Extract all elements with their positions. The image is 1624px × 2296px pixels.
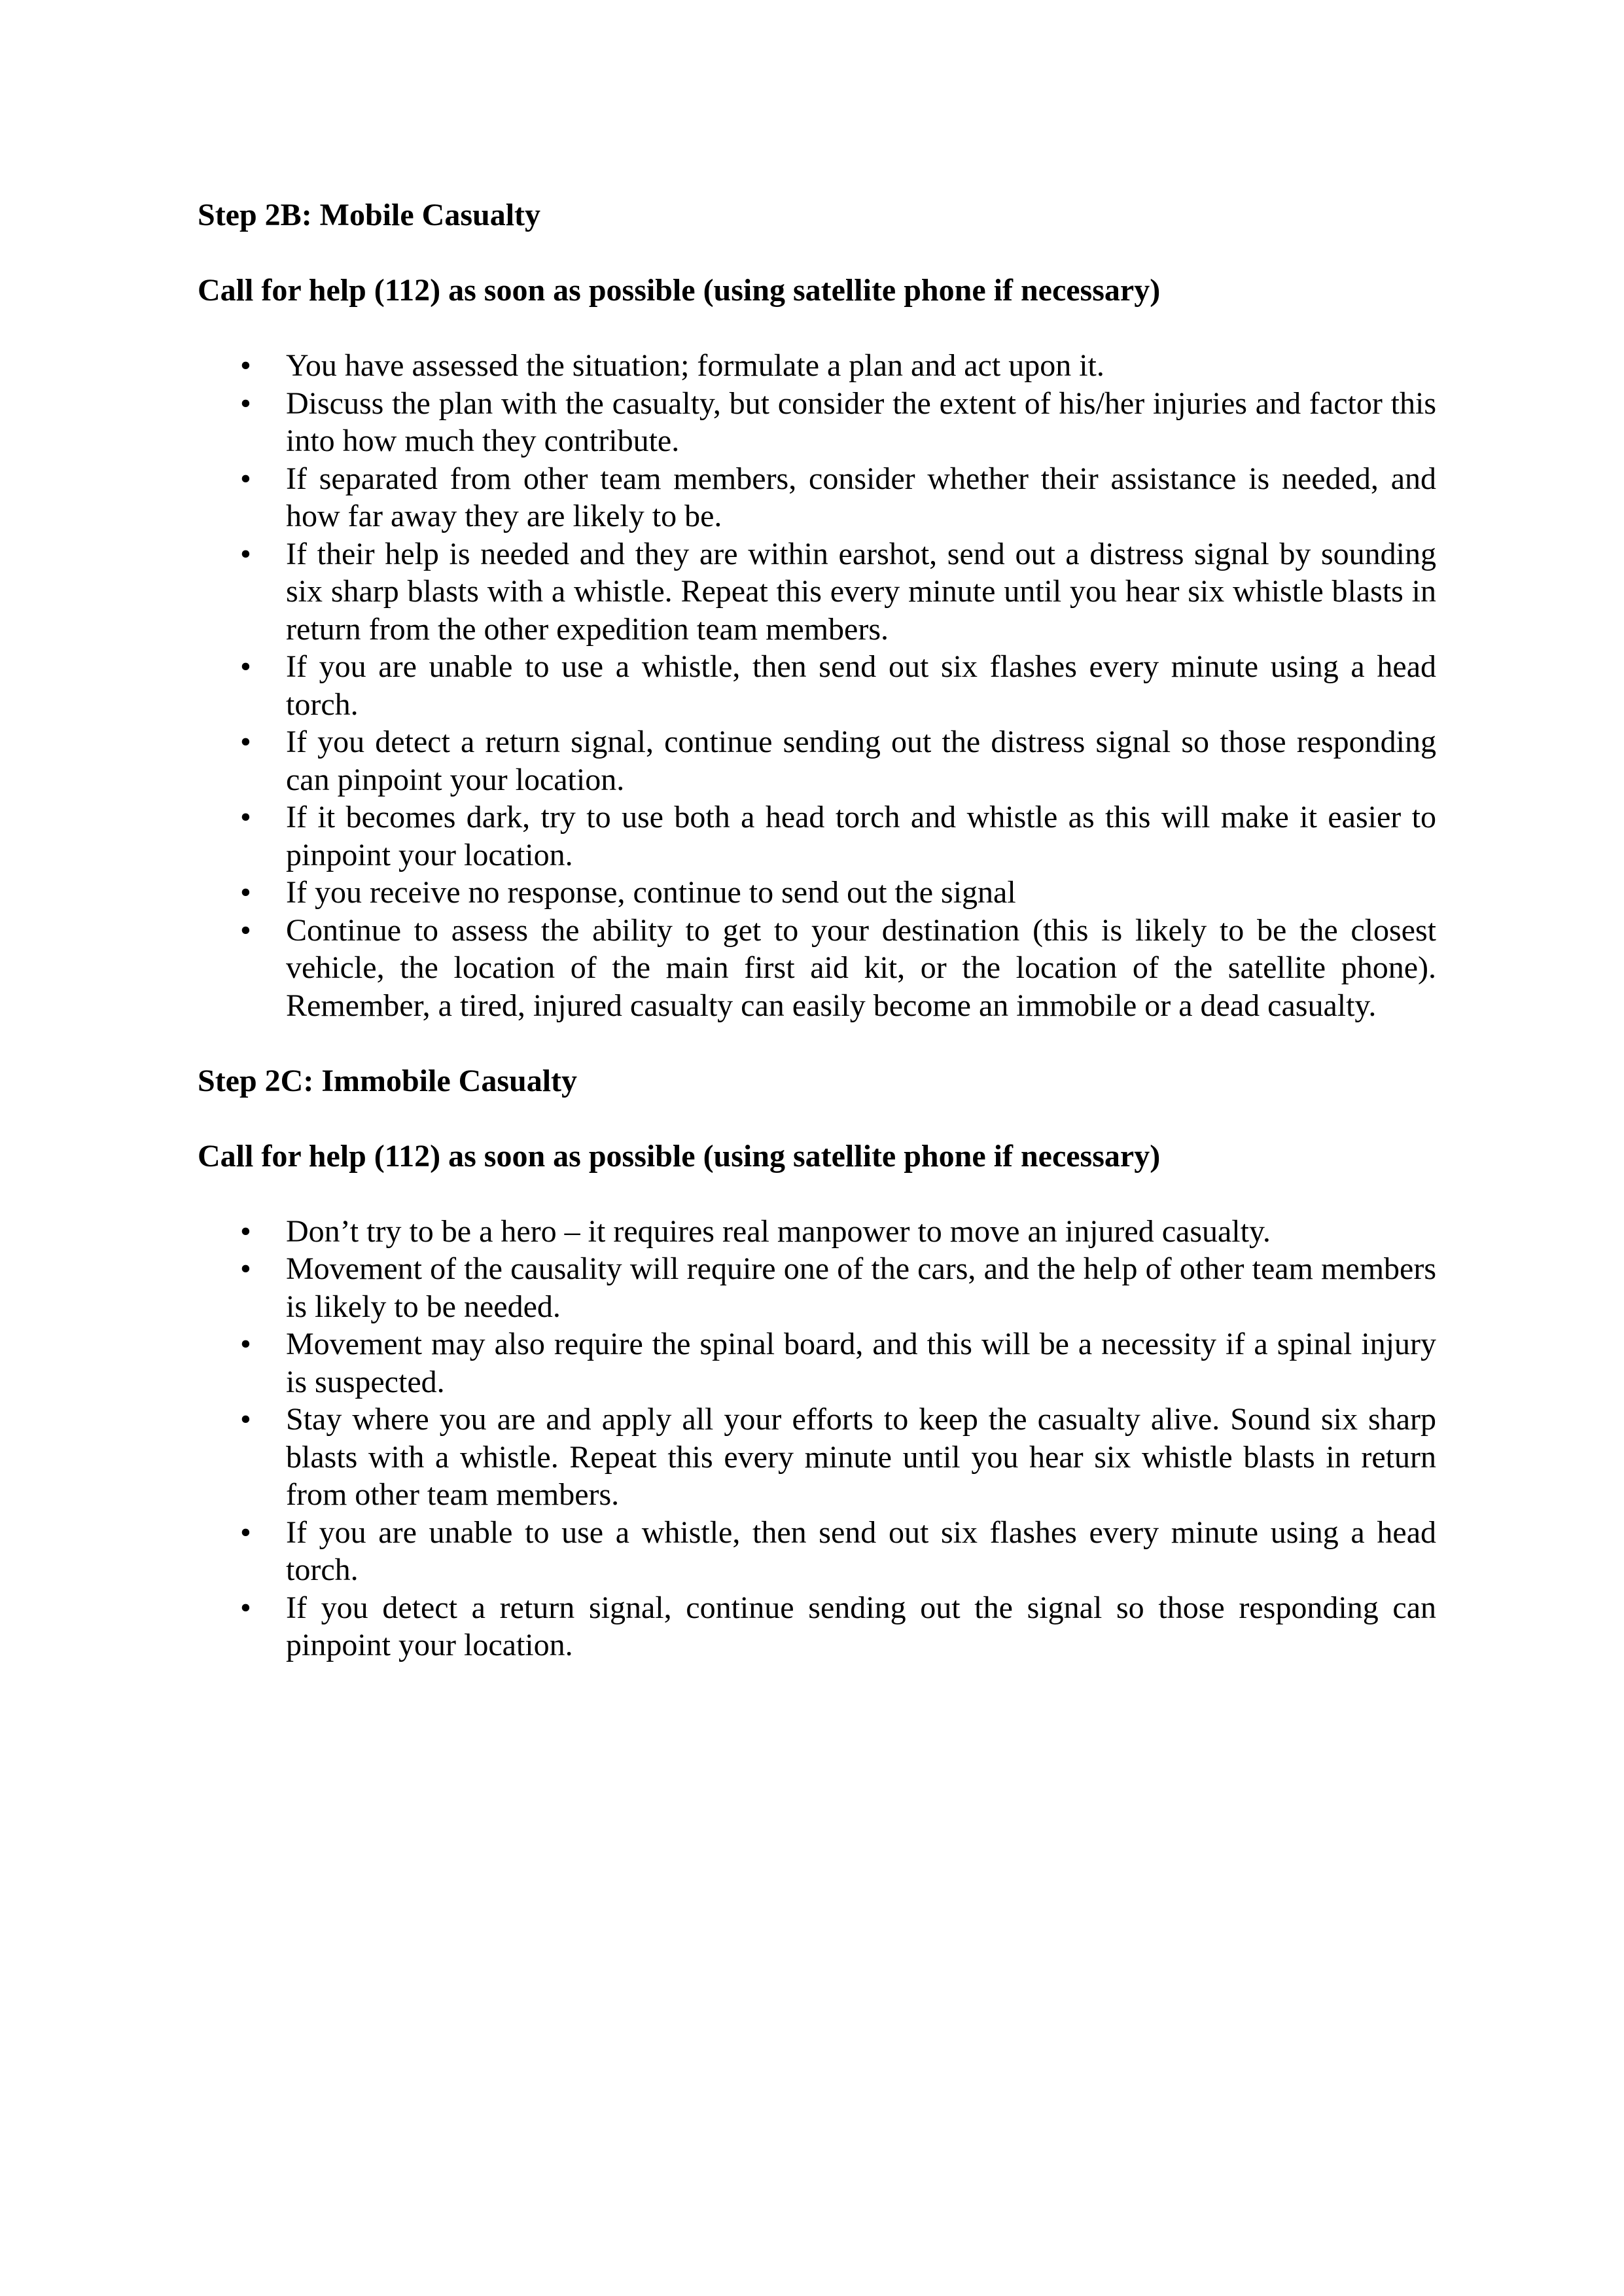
list-item: [240, 1589, 1436, 1664]
list-item: [240, 648, 1436, 723]
list-item-text: Movement of the causality will require one of the cars, and the help of other team members is likely to be needed.: [286, 1251, 1436, 1324]
list-item-text: If you detect a return signal, continue sending out the signal so those responding can pinpoint your location.: [286, 1590, 1436, 1662]
document-page: [198, 196, 1436, 1664]
bullet-list: [198, 1213, 1436, 1664]
list-item-text: If you are unable to use a whistle, then send out six flashes every minute using a head torch.: [286, 1515, 1436, 1587]
list-item-text: If you receive no response, continue to send out the signal: [286, 875, 1016, 910]
list-item-text: Movement may also require the spinal board, and this will be a necessity if a spinal injury is suspected.: [286, 1327, 1436, 1399]
list-item-text: If their help is needed and they are within earshot, send out a distress signal by sounding six sharp blasts with a whistle. Repeat this every minute until you hear six whistle blasts in return from the other expedition team members.: [286, 536, 1436, 647]
bullet-icon: •: [240, 800, 251, 834]
list-item-text: If separated from other team members, consider whether their assistance is needed, and how far away they are likely to be.: [286, 461, 1436, 533]
list-item: [240, 912, 1436, 1025]
list-item-text: If you are unable to use a whistle, then send out six flashes every minute using a head torch.: [286, 649, 1436, 722]
bullet-icon: •: [240, 536, 251, 571]
bullet-icon: •: [240, 1213, 251, 1249]
bullet-icon: •: [240, 875, 251, 910]
bullet-icon: •: [240, 912, 251, 948]
section-mobile-casualty: [198, 196, 1436, 1024]
list-item: [240, 385, 1436, 460]
list-item-text: Continue to assess the ability to get to your destination (this is likely to be the closest vehicle, the location of the main first aid kit, or the location of the satellite phone). Remember, a tired, injured casualty can easily become an immobile or a dead casualty.: [286, 912, 1436, 1023]
list-item: [240, 1213, 1436, 1251]
list-item: [240, 798, 1436, 874]
section-subheading: Call for help (112) as soon as possible (using satellite phone if necessary): [198, 273, 1161, 308]
section-heading: Step 2B: Mobile Casualty: [198, 198, 541, 232]
bullet-icon: •: [240, 1402, 251, 1437]
section-immobile-casualty: [198, 1062, 1436, 1664]
list-item-text: You have assessed the situation; formulate a plan and act upon it.: [286, 348, 1104, 383]
bullet-icon: •: [240, 649, 251, 684]
list-item-text: Don’t try to be a hero – it requires real manpower to move an injured casualty.: [286, 1213, 1271, 1249]
bullet-list: [198, 347, 1436, 1024]
list-item: [240, 874, 1436, 912]
list-item: [240, 1514, 1436, 1589]
list-item: [240, 1325, 1436, 1401]
list-item: [240, 1250, 1436, 1325]
list-item: [240, 723, 1436, 798]
list-item-text: Stay where you are and apply all your efforts to keep the casualty alive. Sound six sharp blasts with a whistle. Repeat this every minute until you hear six whistle blasts in return from other team members.: [286, 1402, 1436, 1512]
bullet-icon: •: [240, 725, 251, 759]
bullet-icon: •: [240, 461, 251, 496]
section-subheading: Call for help (112) as soon as possible (using satellite phone if necessary): [198, 1138, 1161, 1174]
bullet-icon: •: [240, 1590, 251, 1625]
bullet-icon: •: [240, 386, 251, 421]
list-item: [240, 1401, 1436, 1514]
list-item: [240, 347, 1436, 385]
list-item-text: If it becomes dark, try to use both a head torch and whistle as this will make it easier to pinpoint your location.: [286, 800, 1436, 872]
list-item: [240, 460, 1436, 535]
list-item: [240, 535, 1436, 649]
list-item-text: If you detect a return signal, continue sending out the distress signal so those responding can pinpoint your location.: [286, 725, 1436, 797]
list-item-text: Discuss the plan with the casualty, but consider the extent of his/her injuries and factor this into how much they contribute.: [286, 386, 1436, 458]
bullet-icon: •: [240, 1251, 251, 1286]
section-heading: Step 2C: Immobile Casualty: [198, 1063, 578, 1098]
bullet-icon: •: [240, 1515, 251, 1550]
bullet-icon: •: [240, 348, 251, 383]
bullet-icon: •: [240, 1327, 251, 1361]
